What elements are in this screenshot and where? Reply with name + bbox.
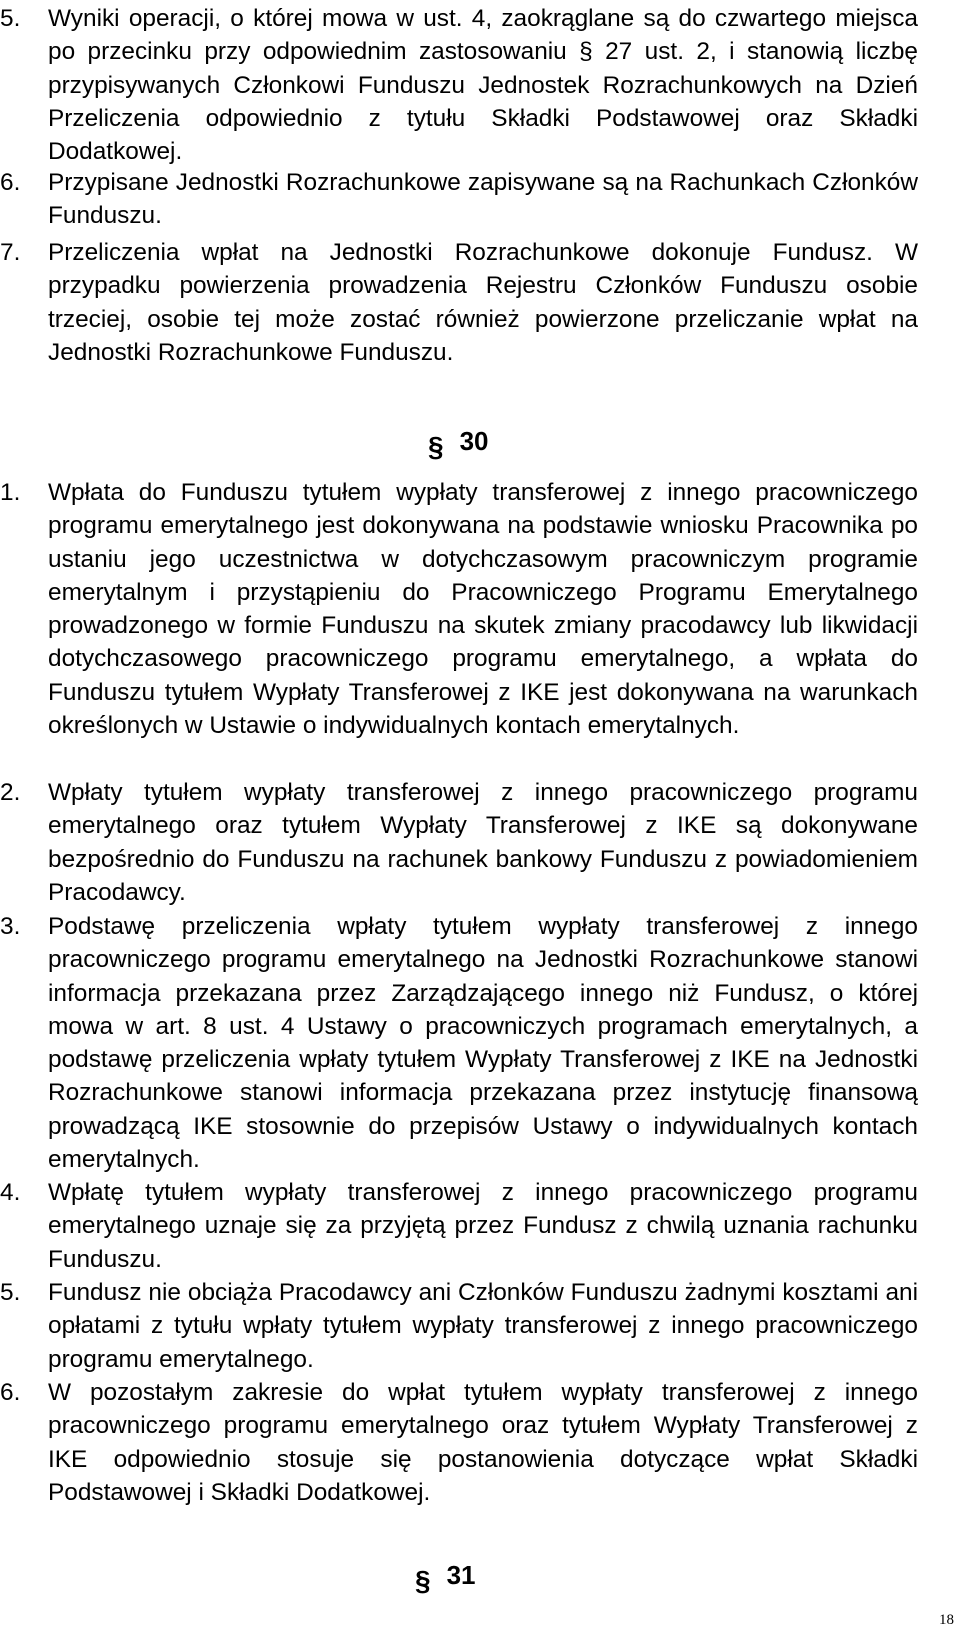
- item-text: Przypisane Jednostki Rozrachunkowe zapisywane są na Rachunkach Członków Funduszu.: [48, 169, 918, 230]
- paragraph-item-6b: [0, 1376, 918, 1509]
- paragraph-item-3: [0, 910, 918, 1176]
- item-number: 6.: [0, 169, 21, 196]
- item-text: Wpłatę tytułem wypłaty transferowej z innego pracowniczego programu emerytalnego uznaje się za przyjętą przez Fundusz z chwilą uznania rachunku Funduszu.: [48, 1179, 918, 1273]
- paragraph-sign-icon: §: [428, 431, 444, 462]
- section-number: 30: [459, 426, 489, 456]
- item-number: 3.: [0, 913, 21, 940]
- item-number: 7.: [0, 239, 21, 266]
- item-number: 5.: [0, 5, 21, 32]
- item-text: Przeliczenia wpłat na Jednostki Rozrachunkowe dokonuje Fundusz. W przypadku powierzenia prowadzenia Rejestru Członków Funduszu osobie trzeciej, osobie tej może zostać również powierzone przeliczanie wpłat na Jednostki Rozrachunkowe Funduszu.: [48, 239, 918, 366]
- item-text: Wpłaty tytułem wypłaty transferowej z innego pracowniczego programu emerytalnego oraz tytułem Wypłaty Transferowej z IKE są dokonywane bezpośrednio do Funduszu na rachunek bankowy Funduszu z powiadomieniem Pracodawcy.: [48, 779, 918, 906]
- paragraph-item-5: [0, 2, 918, 168]
- page-number: 18: [939, 1612, 954, 1628]
- section-number: 31: [446, 1560, 476, 1590]
- item-number: 4.: [0, 1179, 21, 1206]
- item-number: 1.: [0, 479, 21, 506]
- paragraph-item-1: [0, 476, 918, 742]
- item-text: Wpłata do Funduszu tytułem wypłaty transferowej z innego pracowniczego programu emerytalnego jest dokonywana na podstawie wniosku Pracownika po ustaniu jego uczestnictwa w dotychczasowym pracowniczym programie emerytalnym i przystąpieniu do Pracowniczego Programu Emerytalnego prowadzonego w formie Funduszu na skutek zmiany pracodawcy lub likwidacji dotychczasowego pracowniczego programu emerytalnego, a wpłata do Funduszu tytułem Wypłaty Transferowej z IKE jest dokonywana na warunkach określonych w Ustawie o indywidualnych kontach emerytalnych.: [48, 479, 918, 740]
- section-heading-31: [415, 1560, 476, 1596]
- item-number: 6.: [0, 1379, 21, 1406]
- paragraph-item-5b: [0, 1276, 918, 1376]
- section-heading-30: [428, 426, 489, 462]
- paragraph-item-2: [0, 776, 918, 909]
- item-text: W pozostałym zakresie do wpłat tytułem wypłaty transferowej z innego pracowniczego programu emerytalnego oraz tytułem Wypłaty Transferowej z IKE odpowiednio stosuje się postanowienia dotyczące wpłat Składki Podstawowej i Składki Dodatkowej.: [48, 1379, 918, 1506]
- paragraph-item-4: [0, 1176, 918, 1276]
- item-number: 5.: [0, 1279, 21, 1306]
- paragraph-sign-icon: §: [415, 1565, 431, 1596]
- item-text: Fundusz nie obciąża Pracodawcy ani Członków Funduszu żadnymi kosztami ani opłatami z tytułu wpłaty tytułem wypłaty transferowej z innego pracowniczego programu emerytalnego.: [48, 1279, 918, 1373]
- item-text: Podstawę przeliczenia wpłaty tytułem wypłaty transferowej z innego pracowniczego programu emerytalnego na Jednostki Rozrachunkowe stanowi informacja przekazana przez Zarządzającego innego niż Fundusz, o której mowa w art. 8 ust. 4 Ustawy o pracowniczych programach emerytalnych, a podstawę przeliczenia wpłaty tytułem Wypłaty Transferowej z IKE na Jednostki Rozrachunkowe stanowi informacja przekazana przez instytucję finansową prowadzącą IKE stosownie do przepisów Ustawy o indywidualnych kontach emerytalnych.: [48, 913, 918, 1174]
- paragraph-item-7: [0, 236, 918, 369]
- paragraph-item-6: [0, 166, 918, 233]
- item-number: 2.: [0, 779, 21, 806]
- item-text: Wyniki operacji, o której mowa w ust. 4, zaokrąglane są do czwartego miejsca po przecinku przy odpowiednim zastosowaniu § 27 ust. 2, i stanowią liczbę przypisywanych Członkowi Funduszu Jednostek Rozrachunkowych na Dzień Przeliczenia odpowiednio z tytułu Składki Podstawowej oraz Składki Dodatkowej.: [48, 5, 918, 166]
